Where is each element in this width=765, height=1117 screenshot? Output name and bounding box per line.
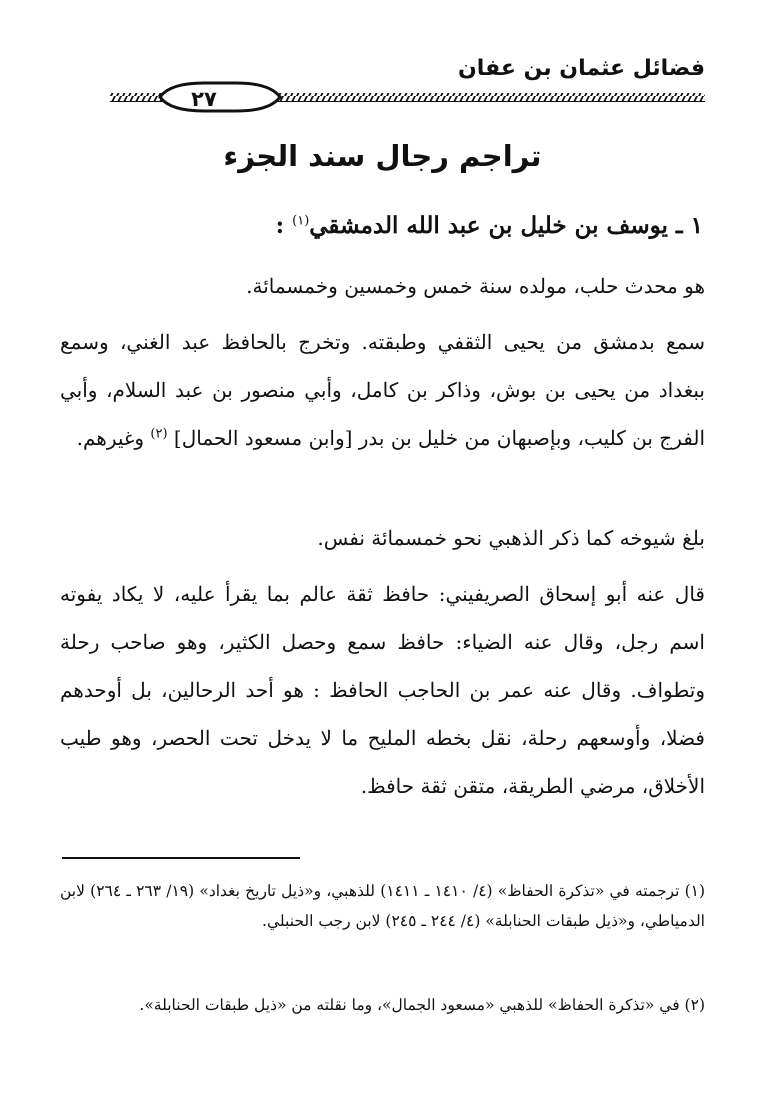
paragraph-teachers (60, 318, 705, 462)
chapter-title: تراجم رجال سند الجزء (223, 139, 542, 173)
footnote-1: (١) ترجمته في «تذكرة الحفاظ» (٤/ ١٤١٠ ـ ١٤١١) للذهبي، و«ذيل تاريخ بغداد» (١٩/ ٢٦٣ ـ ٢٦٤) لابن الدمياطي، و«ذيل طبقات الحنابلة» (٤/ ٢٤٤ ـ ٢٤٥) لابن رجب الحنبلي. (60, 882, 706, 930)
paragraph-praise: قال عنه أبو إسحاق الصريفيني: حافظ ثقة عالم بما يقرأ عليه، لا يكاد يفوته اسم رجل، وقال عنه الضياء: حافظ سمع وحصل الكثير، وهو صاحب رحلة وتطواف. وقال عنه عمر بن الحاجب الحافظ : هو أحد الرحالين، بل أوحدهم فضلا، وأوسعهم رحلة، نقل بخطه المليح ما لا يدخل تحت الحصر، وهو طيب الأخلاق، مرضي الطريقة، متقن ثقة حافظ. (60, 582, 705, 798)
entry-number: ١ (690, 212, 703, 239)
paragraph-teachers-text: سمع بدمشق من يحيى الثقفي وطبقته. وتخرج بالحافظ عبد الغني، وسمع ببغداد من يحيى بن بوش، وذاكر بن كامل، وأبي منصور بن عبد السلام، وأبي الفرج بن كليب، وبإصبهان من خليل بن بدر [وابن مسعود الحمال] (60, 330, 705, 450)
page-number: ٢٧ (191, 87, 217, 111)
paragraph-shuyukh: بلغ شيوخه كما ذكر الذهبي نحو خمسمائة نفس. (317, 526, 705, 550)
entry-heading-colon: : (275, 212, 293, 239)
entry-heading (62, 208, 703, 244)
running-header-title: فضائل عثمان بن عفان (458, 56, 705, 81)
paragraph-teachers-end: وغيرهم. (76, 426, 151, 450)
paragraph-birth: هو محدث حلب، مولده سنة خمس وخمسين وخمسمائة. (246, 274, 705, 298)
footnote-separator (62, 857, 300, 859)
footnote-2: (٢) في «تذكرة الحفاظ» للذهبي «مسعود الجمال»، وما نقلته من «ذيل طبقات الحنابلة». (139, 996, 705, 1014)
footnote-ref-2: (٢) (150, 426, 168, 442)
entry-name: ـ يوسف بن خليل بن عبد الله الدمشقي (309, 212, 683, 239)
footnote-ref-1: (١) (292, 213, 310, 229)
